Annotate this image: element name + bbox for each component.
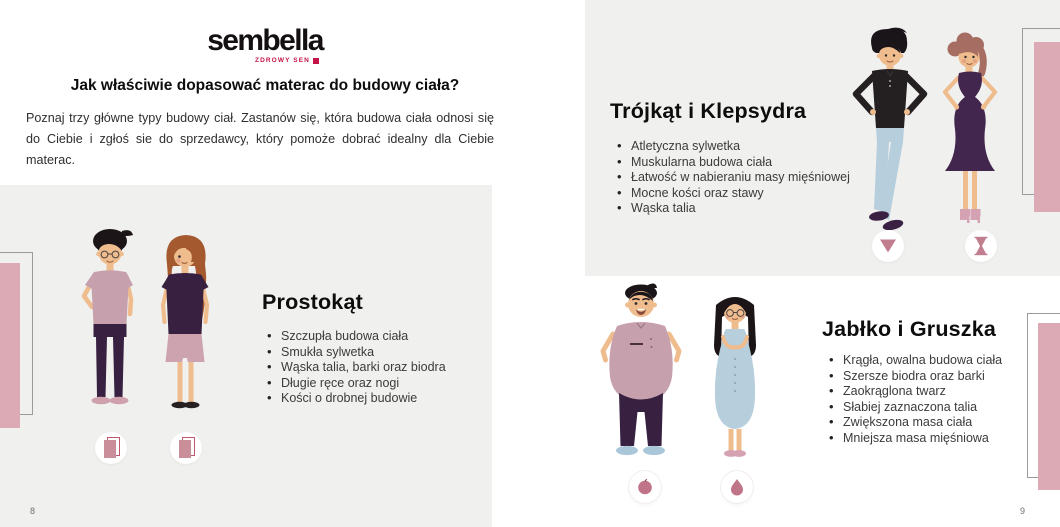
triangle-icon [878, 238, 898, 254]
bullet-item: • Kości o drobnej budowie [281, 391, 446, 407]
section-heading-prostokat: Prostokąt [262, 290, 363, 314]
illustration-slim-woman [150, 230, 222, 426]
brand-tagline-row [22, 58, 552, 65]
illustration-athletic-man [843, 26, 935, 240]
decor-pink-rectangle [0, 263, 20, 428]
bullet-item: • Długie ręce oraz nogi [281, 376, 446, 392]
bullet-item: • Muskularna budowa ciała [631, 155, 850, 171]
bullet-list-prostokat [262, 329, 446, 407]
page-number-left: 8 [30, 506, 36, 516]
body-type-badge [721, 471, 753, 503]
brand-square-icon [313, 58, 319, 64]
intro-paragraph: Poznaj trzy główne typy budowy ciał. Zastanów się, która budowa ciała odnosi się do Ciebie i zgłoś sie do sprzedawcy, który pomoże dobrać idealny dla Ciebie materac. [26, 111, 494, 167]
apple-icon [637, 479, 653, 495]
brand-tagline: ZDROWY SEN [255, 57, 310, 64]
bullet-item: • Krągła, owalna budowa ciała [843, 353, 1002, 369]
body-type-badge [170, 432, 202, 464]
bullet-list-trojkat [612, 139, 850, 217]
rectangle-icon [175, 436, 197, 460]
bullet-list-jablko [824, 353, 1002, 446]
bullet-item: • Zaokrąglona twarz [843, 384, 1002, 400]
illustration-slim-man [73, 226, 147, 426]
page-title: Jak właściwie dopasować materac do budowy ciała? [70, 77, 460, 94]
bullet-item: • Smukła sylwetka [281, 345, 446, 361]
section-heading-jablko-gruszka: Jabłko i Gruszka [822, 317, 997, 341]
bullet-item: • Łatwość w nabieraniu masy mięśniowej [631, 170, 850, 186]
triangle-hourglass-panel [585, 0, 1060, 276]
bullet-item: • Słabiej zaznaczona talia [843, 400, 1002, 416]
rectangle-section-panel [0, 185, 492, 527]
hourglass-icon [973, 236, 989, 256]
body-type-badge [872, 230, 904, 262]
body-type-badge [95, 432, 127, 464]
bullet-item: • Mniejsza masa mięśniowa [843, 431, 1002, 447]
bullet-item: • Zwiększona masa ciała [843, 415, 1002, 431]
bullet-item: • Szersze biodra oraz barki [843, 369, 1002, 385]
section-heading-trojkat-klepsydra: Trójkąt i Klepsydra [610, 99, 807, 123]
decor-pink-rectangle [1038, 323, 1060, 490]
body-type-badge [629, 471, 661, 503]
brand-logo [0, 26, 530, 65]
illustration-apple-man [596, 281, 686, 471]
rectangle-icon [100, 436, 122, 460]
body-type-badge [965, 230, 997, 262]
brand-wordmark: sembella [207, 24, 323, 57]
page-number-right: 9 [1020, 506, 1026, 516]
bullet-item: • Szczupła budowa ciała [281, 329, 446, 345]
bullet-item: • Wąska talia [631, 201, 850, 217]
bullet-item: • Mocne kości oraz stawy [631, 186, 850, 202]
bullet-item: • Atletyczna sylwetka [631, 139, 850, 155]
bullet-item: • Wąska talia, barki oraz biodra [281, 360, 446, 376]
illustration-hourglass-woman [928, 30, 1008, 234]
pear-icon [730, 478, 744, 496]
illustration-pear-woman [698, 287, 772, 467]
decor-pink-rectangle [1034, 42, 1060, 212]
